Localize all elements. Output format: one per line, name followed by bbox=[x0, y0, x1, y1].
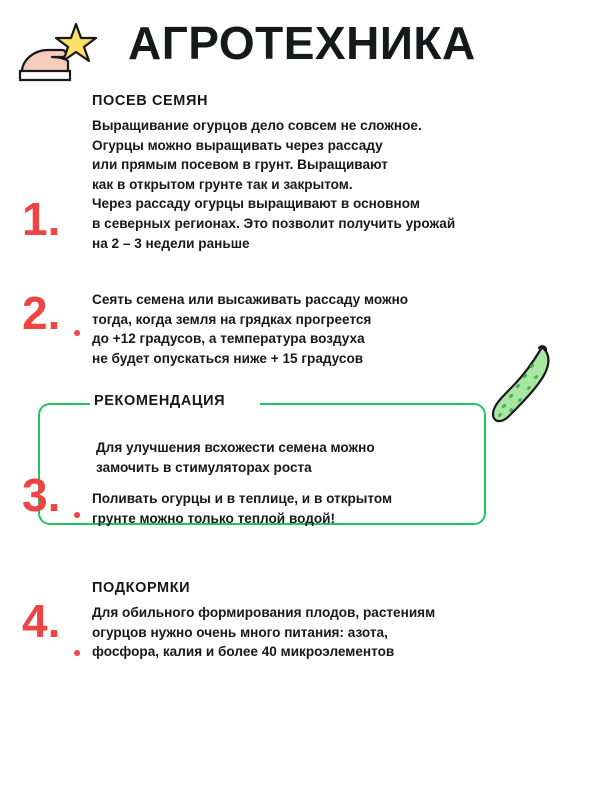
hand-with-star-icon bbox=[14, 22, 106, 84]
section-text-feeding: Для обильного формирования плодов, растениям огурцов нужно очень много питания: азота, фосфора, калия и более 40 микроэлементов bbox=[92, 605, 436, 660]
bullet-dot-2 bbox=[74, 330, 80, 336]
bullet-dot-3 bbox=[74, 512, 80, 518]
step-number-1: 1. bbox=[22, 193, 61, 245]
page-header bbox=[0, 8, 600, 86]
recommendation-text-1: Для улучшения всхожести семена можно замочить в стимуляторах роста bbox=[96, 440, 375, 475]
section-heading-sowing: ПОСЕВ СЕМЯН bbox=[92, 93, 209, 109]
bullet-dot-4 bbox=[74, 650, 80, 656]
recommendation-text-2: Поливать огурцы и в теплице, и в открытом грунте можно только теплой водой! bbox=[92, 491, 393, 526]
section-heading-feeding: ПОДКОРМКИ bbox=[92, 580, 191, 596]
recommendation-label: РЕКОМЕНДАЦИЯ bbox=[94, 393, 226, 409]
step-number-2: 2. bbox=[22, 287, 61, 339]
section-text-sowing: Выращивание огурцов дело совсем не сложное. Огурцы можно выращивать через рассаду или прямым посевом в грунт. Выращивают как в открытом грунте так и закрытом. Через рассаду огурцы выращивают в основном в северных регионах. Это позволит получить урожай на 2 – 3 недели раньше bbox=[92, 118, 456, 251]
step-number-3: 3. bbox=[22, 469, 61, 521]
cucumber-icon bbox=[489, 344, 559, 432]
page-title: АГРОТЕХНИКА bbox=[128, 17, 476, 69]
section-text-temperature: Сеять семена или высаживать рассаду можно тогда, когда земля на грядках прогреется до +12 градусов, а температура воздуха не будет опускаться ниже + 15 градусов bbox=[92, 292, 409, 366]
step-number-4: 4. bbox=[22, 595, 61, 647]
